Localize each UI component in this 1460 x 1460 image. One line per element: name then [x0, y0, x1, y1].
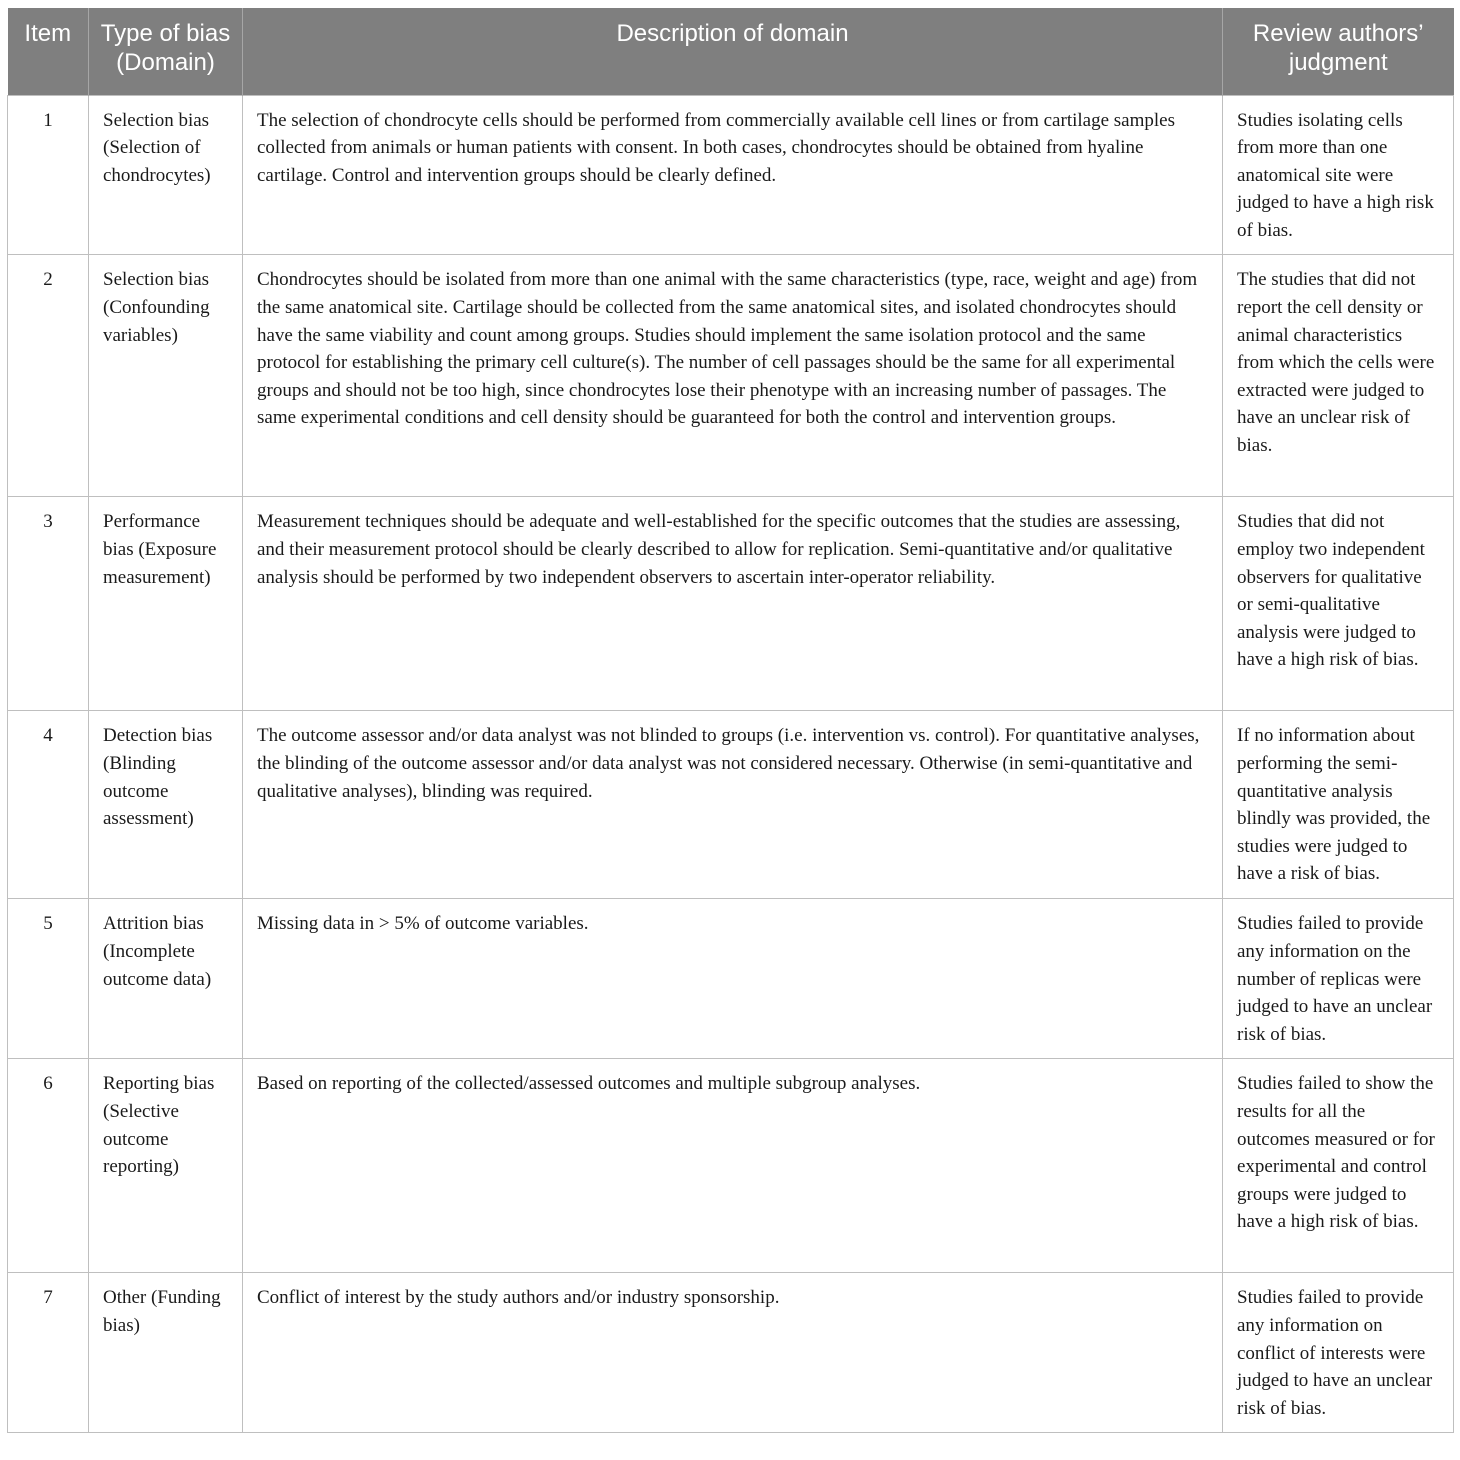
- cell-item: 6: [8, 1059, 89, 1273]
- header-type-of-bias: Type of bias (Domain): [89, 8, 243, 95]
- cell-description: The selection of chondrocyte cells should be performed from commercially available cell lines or from cartilage samples collected from animals or human patients with consent. In both cases, chondrocytes should be obtained from hyaline cartilage. Control and intervention groups should be clearly defined.: [243, 95, 1223, 255]
- cell-type-of-bias: Reporting bias (Selective outcome reporting): [89, 1059, 243, 1273]
- cell-description: The outcome assessor and/or data analyst was not blinded to groups (i.e. intervention vs. control). For quantitative analyses, the blinding of the outcome assessor and/or data analyst was not considered necessary. Otherwise (in semi-quantitative and qualitative analyses), blinding was required.: [243, 711, 1223, 899]
- table-row: [8, 95, 1454, 255]
- cell-type-of-bias: Selection bias (Selection of chondrocytes): [89, 95, 243, 255]
- cell-type-of-bias: Attrition bias (Incomplete outcome data): [89, 899, 243, 1059]
- cell-item: 4: [8, 711, 89, 899]
- cell-judgment: Studies failed to provide any information on conflict of interests were judged to have an unclear risk of bias.: [1223, 1273, 1454, 1433]
- header-judgment: Review authors’ judgment: [1223, 8, 1454, 95]
- table-row: [8, 255, 1454, 497]
- risk-of-bias-table: [7, 8, 1454, 1433]
- cell-description: Conflict of interest by the study authors and/or industry sponsorship.: [243, 1273, 1223, 1433]
- header-description: Description of domain: [243, 8, 1223, 95]
- table-row: [8, 711, 1454, 899]
- cell-judgment: Studies isolating cells from more than one anatomical site were judged to have a high risk of bias.: [1223, 95, 1454, 255]
- table-row: [8, 1273, 1454, 1433]
- cell-item: 1: [8, 95, 89, 255]
- cell-judgment: The studies that did not report the cell density or animal characteristics from which the cells were extracted were judged to have an unclear risk of bias.: [1223, 255, 1454, 497]
- table-row: [8, 497, 1454, 711]
- table-row: [8, 1059, 1454, 1273]
- risk-of-bias-table-container: [7, 8, 1453, 1433]
- cell-item: 5: [8, 899, 89, 1059]
- cell-type-of-bias: Detection bias (Blinding outcome assessment): [89, 711, 243, 899]
- cell-description: Chondrocytes should be isolated from more than one animal with the same characteristics (type, race, weight and age) from the same anatomical site. Cartilage should be collected from the same anatomical sites, and isolated chondrocytes should have the same viability and count among groups. Studies should implement the same isolation protocol and the same protocol for establishing the primary cell culture(s). The number of cell passages should be the same for all experimental groups and should not be too high, since chondrocytes lose their phenotype with an increasing number of passages. The same experimental conditions and cell density should be guaranteed for both the control and intervention groups.: [243, 255, 1223, 497]
- cell-type-of-bias: Performance bias (Exposure measurement): [89, 497, 243, 711]
- cell-judgment: If no information about performing the semi-quantitative analysis blindly was provided, the studies were judged to have a risk of bias.: [1223, 711, 1454, 899]
- cell-description: Based on reporting of the collected/assessed outcomes and multiple subgroup analyses.: [243, 1059, 1223, 1273]
- cell-type-of-bias: Other (Funding bias): [89, 1273, 243, 1433]
- cell-description: Missing data in > 5% of outcome variables.: [243, 899, 1223, 1059]
- cell-item: 3: [8, 497, 89, 711]
- cell-judgment: Studies that did not employ two independent observers for qualitative or semi-qualitative analysis were judged to have a high risk of bias.: [1223, 497, 1454, 711]
- table-header: [8, 8, 1454, 95]
- cell-judgment: Studies failed to provide any information on the number of replicas were judged to have an unclear risk of bias.: [1223, 899, 1454, 1059]
- cell-type-of-bias: Selection bias (Confounding variables): [89, 255, 243, 497]
- cell-description: Measurement techniques should be adequate and well-established for the specific outcomes that the studies are assessing, and their measurement protocol should be clearly described to allow for replication. Semi-quantitative and/or qualitative analysis should be performed by two independent observers to ascertain inter-operator reliability.: [243, 497, 1223, 711]
- table-row: [8, 899, 1454, 1059]
- header-item: Item: [8, 8, 89, 95]
- cell-judgment: Studies failed to show the results for all the outcomes measured or for experimental and control groups were judged to have a high risk of bias.: [1223, 1059, 1454, 1273]
- cell-item: 2: [8, 255, 89, 497]
- table-body: [8, 95, 1454, 1433]
- header-row: [8, 8, 1454, 95]
- cell-item: 7: [8, 1273, 89, 1433]
